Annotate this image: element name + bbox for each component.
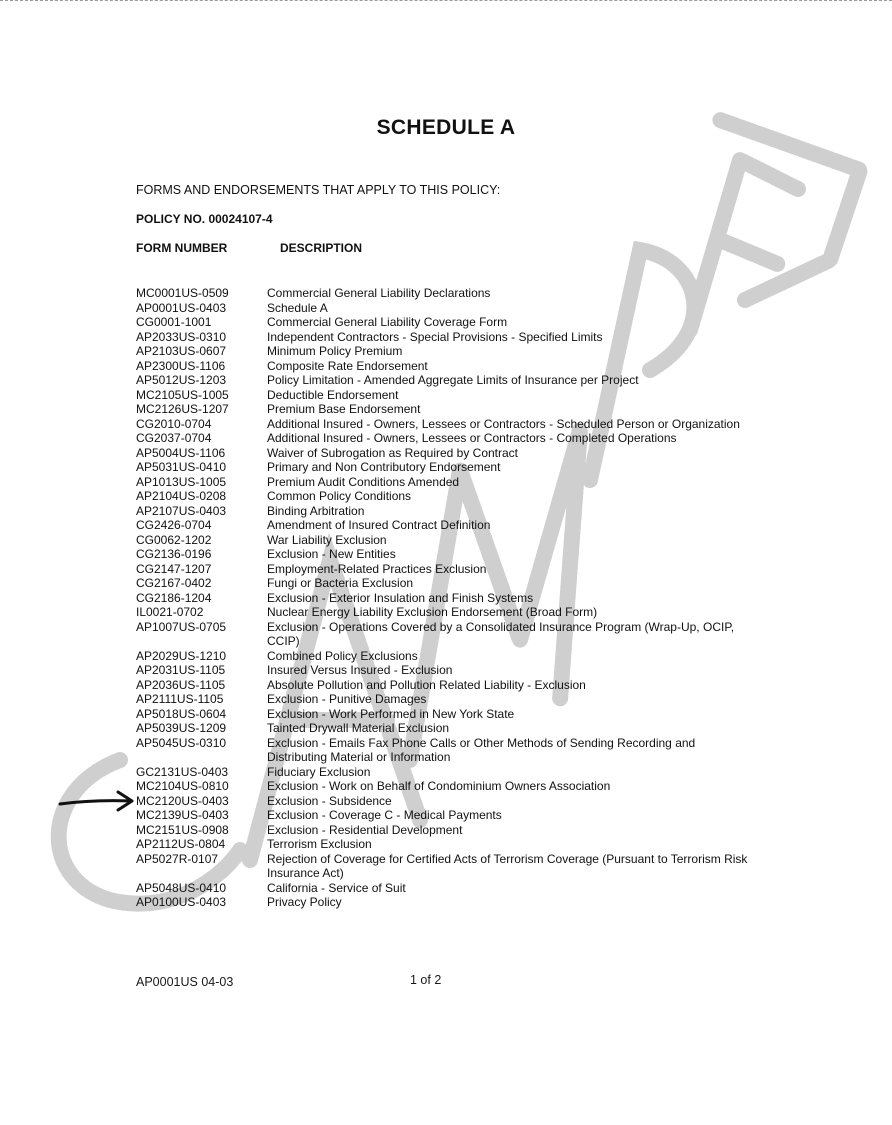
- form-description: Combined Policy Exclusions: [267, 648, 418, 663]
- scan-edge: [0, 0, 892, 7]
- form-description: Absolute Pollution and Pollution Related Liability - Exclusion: [267, 677, 586, 692]
- form-row: [136, 852, 756, 881]
- form-number: GC2131US-0403: [136, 764, 229, 779]
- form-description: Exclusion - Exterior Insulation and Finish Systems: [267, 590, 534, 605]
- form-description: Policy Limitation - Amended Aggregate Limits of Insurance per Project: [267, 373, 639, 387]
- form-row: [136, 547, 756, 562]
- form-description: Nuclear Energy Liability Exclusion Endorsement (Broad Form): [267, 605, 598, 619]
- form-row: [136, 895, 756, 910]
- forms-list: [136, 286, 756, 910]
- form-number: MC2139US-0403: [136, 808, 229, 822]
- form-number: AP2104US-0208: [136, 489, 227, 503]
- form-description: Schedule A: [267, 300, 328, 315]
- form-number: AP5018US-0604: [136, 706, 227, 721]
- form-number: AP5048US-0410: [136, 880, 227, 895]
- form-description: Commercial General Liability Declarations: [267, 286, 491, 300]
- form-row: [136, 620, 756, 649]
- form-number: AP2300US-1106: [136, 358, 226, 373]
- form-description: Independent Contractors - Special Provisions - Specified Limits: [267, 329, 603, 344]
- form-description: Primary and Non Contributory Endorsement: [267, 460, 501, 474]
- form-row: [136, 518, 756, 533]
- form-row: [136, 823, 756, 838]
- form-number: AP0100US-0403: [136, 895, 227, 909]
- form-row: [136, 649, 756, 664]
- form-description: Premium Base Endorsement: [267, 402, 421, 416]
- form-row: [136, 359, 756, 374]
- form-description: Additional Insured - Owners, Lessees or Contractors - Scheduled Person or Organization: [267, 416, 740, 431]
- form-number: AP1013US-1005: [136, 474, 227, 489]
- form-row: [136, 431, 756, 446]
- form-description: Tainted Drywall Material Exclusion: [267, 721, 450, 735]
- form-number: AP2107US-0403: [136, 503, 227, 518]
- form-number: CG0062-1202: [136, 532, 212, 547]
- form-number: AP5012US-1203: [136, 373, 227, 387]
- form-description: California - Service of Suit: [267, 880, 406, 895]
- form-description: Privacy Policy: [267, 895, 342, 909]
- form-number: MC2105US-1005: [136, 387, 229, 402]
- form-row: [136, 692, 756, 707]
- form-row: [136, 533, 756, 548]
- form-number: CG0001-1001: [136, 315, 212, 329]
- form-number: MC2126US-1207: [136, 402, 229, 416]
- column-header-form-number: FORM NUMBER: [136, 241, 228, 255]
- form-description: Employment-Related Practices Exclusion: [267, 561, 487, 576]
- form-row: [136, 707, 756, 722]
- form-description: Minimum Policy Premium: [267, 344, 403, 358]
- form-number: AP5004US-1106: [136, 445, 226, 460]
- form-row: [136, 489, 756, 504]
- form-number: AP5039US-1209: [136, 721, 227, 735]
- form-row: [136, 475, 756, 490]
- form-row: [136, 446, 756, 461]
- form-row: [136, 301, 756, 316]
- form-row: [136, 344, 756, 359]
- form-number: CG2010-0704: [136, 416, 212, 431]
- form-row: [136, 562, 756, 577]
- form-number: AP2036US-1105: [136, 677, 226, 692]
- form-row: [136, 330, 756, 345]
- form-description: Waiver of Subrogation as Required by Contract: [267, 445, 519, 460]
- form-description: Exclusion - Work Performed in New York State: [267, 706, 515, 721]
- form-description: Insured Versus Insured - Exclusion: [267, 663, 453, 677]
- form-row: [136, 417, 756, 432]
- form-number: AP2111US-1105: [136, 692, 224, 706]
- form-row: [136, 837, 756, 852]
- form-description: Additional Insured - Owners, Lessees or Contractors - Completed Operations: [267, 431, 677, 445]
- form-description: Commercial General Liability Coverage Form: [267, 315, 508, 329]
- form-description: Exclusion - Subsidence: [267, 793, 392, 808]
- form-number: AP2029US-1210: [136, 648, 227, 663]
- form-number: IL0021-0702: [136, 605, 204, 619]
- form-row: [136, 460, 756, 475]
- form-row: [136, 678, 756, 693]
- form-number: CG2167-0402: [136, 576, 212, 590]
- intro-text: FORMS AND ENDORSEMENTS THAT APPLY TO THIS POLICY:: [136, 183, 501, 197]
- form-description: Fungi or Bacteria Exclusion: [267, 576, 414, 590]
- form-description: Rejection of Coverage for Certified Acts of Terrorism Coverage (Pursuant to Terrorism Risk Insurance Act): [267, 851, 748, 880]
- hand-drawn-arrow-icon: [58, 788, 138, 816]
- form-row: [136, 388, 756, 403]
- form-description: Common Policy Conditions: [267, 489, 412, 503]
- form-description: War Liability Exclusion: [267, 532, 387, 547]
- form-row: [136, 663, 756, 678]
- form-number: CG2136-0196: [136, 547, 212, 561]
- form-description: Binding Arbitration: [267, 503, 365, 518]
- column-header-description: DESCRIPTION: [280, 241, 363, 255]
- form-number: CG2426-0704: [136, 518, 212, 532]
- form-row: [136, 373, 756, 388]
- form-row: [136, 721, 756, 736]
- form-description: Exclusion - Emails Fax Phone Calls or Other Methods of Sending Recording and Distributing Material or Information: [267, 735, 696, 764]
- form-number: MC0001US-0509: [136, 286, 229, 300]
- form-row: [136, 504, 756, 519]
- form-description: Premium Audit Conditions Amended: [267, 474, 460, 489]
- form-number: CG2186-1204: [136, 590, 212, 605]
- form-row: [136, 794, 756, 809]
- form-description: Exclusion - New Entities: [267, 547, 396, 561]
- footer-form-code: AP0001US 04-03: [136, 975, 234, 989]
- form-description: Exclusion - Work on Behalf of Condominium Owners Association: [267, 779, 611, 793]
- form-description: Terrorism Exclusion: [267, 837, 372, 851]
- form-description: Deductible Endorsement: [267, 387, 399, 402]
- form-description: Exclusion - Punitive Damages: [267, 692, 427, 706]
- form-number: AP2103US-0607: [136, 344, 227, 358]
- page-number: 1 of 2: [410, 973, 442, 987]
- form-number: AP5027R-0107: [136, 851, 219, 866]
- form-number: MC2120US-0403: [136, 793, 229, 808]
- form-row: [136, 402, 756, 417]
- form-description: Composite Rate Endorsement: [267, 358, 428, 373]
- form-number: AP2033US-0310: [136, 329, 227, 344]
- page-title: SCHEDULE A: [376, 116, 516, 139]
- form-number: MC2104US-0810: [136, 779, 229, 793]
- form-number: CG2037-0704: [136, 431, 212, 445]
- form-description: Exclusion - Operations Covered by a Consolidated Insurance Program (Wrap-Up, OCIP, CCIP): [267, 619, 735, 648]
- form-number: AP1007US-0705: [136, 619, 227, 634]
- form-row: [136, 808, 756, 823]
- form-row: [136, 765, 756, 780]
- policy-number: POLICY NO. 00024107-4: [136, 212, 273, 226]
- form-row: [136, 591, 756, 606]
- form-row: [136, 736, 756, 765]
- form-row: [136, 315, 756, 330]
- form-number: AP2112US-0804: [136, 837, 226, 851]
- form-row: [136, 286, 756, 301]
- form-number: AP2031US-1105: [136, 663, 226, 677]
- form-row: [136, 881, 756, 896]
- form-number: AP0001US-0403: [136, 300, 227, 315]
- form-number: CG2147-1207: [136, 561, 212, 576]
- form-row: [136, 576, 756, 591]
- form-number: MC2151US-0908: [136, 822, 229, 837]
- form-description: Fiduciary Exclusion: [267, 764, 371, 779]
- form-number: AP5031US-0410: [136, 460, 227, 474]
- form-row: [136, 605, 756, 620]
- form-description: Exclusion - Coverage C - Medical Payments: [267, 808, 502, 822]
- form-number: AP5045US-0310: [136, 735, 227, 750]
- form-description: Exclusion - Residential Development: [267, 822, 463, 837]
- form-description: Amendment of Insured Contract Definition: [267, 518, 491, 532]
- form-row: [136, 779, 756, 794]
